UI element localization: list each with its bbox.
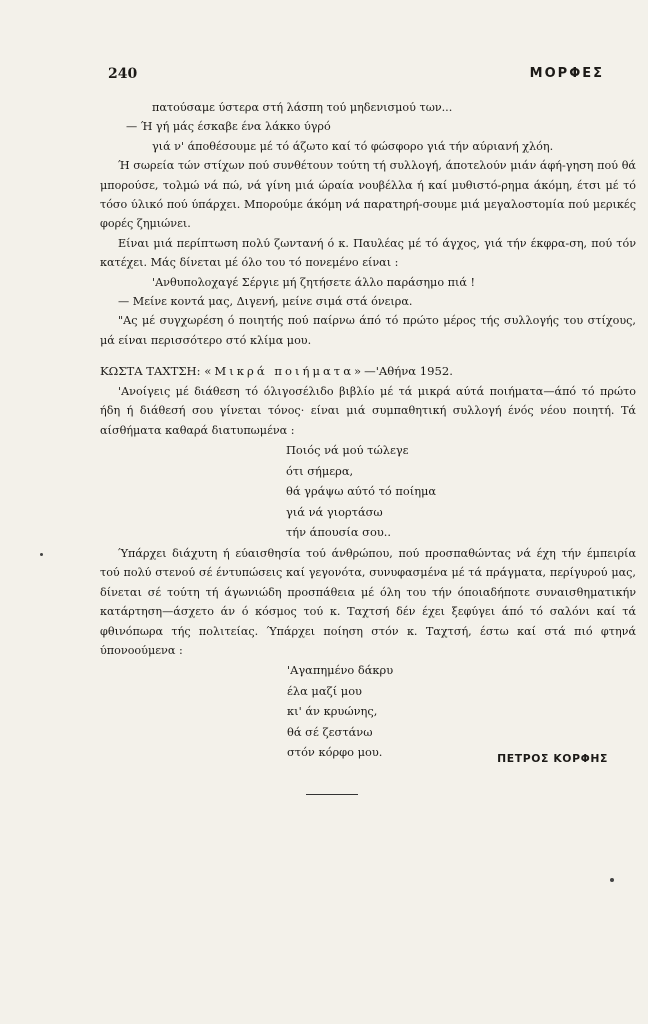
poem-line: θά σέ ζεστάνω [287, 724, 373, 739]
paragraph: Ή σωρεία τών στίχων πού συνθέτουν τούτη τή συλλογή, άποτελούν μιάν άφή-γηση πού θά μπορούσε, τολμώ νά πώ, νά γίνη μιά ώραία νουβέλλα ή καί μυθιστό-ρημα άκόμη, έτσι μέ τό τόσο ύλικό πού ύπάρχει. Μπορούμε άκόμη νά παρατηρή-σουμε μιά μεγαλοστομία πού μερικές φορές ζημιώνει. [100, 159, 636, 231]
poem-line: Ποιός νά μού τώλεγε [286, 442, 409, 457]
poem-line: τήν άπουσία σου.. [286, 525, 391, 540]
poem-line: κι' άν κρυώνης, [287, 704, 378, 719]
poem-line: θά γράψω αύτό τό ποίημα [286, 484, 437, 499]
quoted-line: 'Ανθυπολοχαγέ Σέργιε μή ζητήσετε άλλο παράσημο πιά ! [152, 275, 475, 289]
page-header [108, 66, 604, 84]
poem-line: γιά ν' άποθέσουμε μέ τό άζωτο καί τό φώσφορο γιά τήν αύριανή χλόη. [152, 139, 554, 153]
review-signature: ΠΕΤΡΟΣ ΚΟΡΦΗΣ [497, 752, 608, 766]
poem-excerpt [100, 441, 636, 543]
poem-line: γιά νά γιορτάσω [286, 504, 383, 519]
poem-line: στόν κόρφο μου. [287, 744, 383, 759]
poem-line: — Ή γή μάς έσκαβε ένα λάκκο ύγρό [126, 120, 331, 134]
paragraph: Είναι μιά περίπτωση πολύ ζωντανή ό κ. Παυλέας μέ τό άγχος, γιά τήν έκφρα-ση, πού τόν κατέχει. Μάς δίνεται μέ όλο του τό πονεμένο είναι : [100, 236, 636, 270]
review-heading [100, 362, 636, 381]
page-number: 240 [108, 66, 138, 82]
poem-line: 'Αγαπημένο δάκρυ [287, 663, 394, 678]
section-divider [306, 794, 358, 795]
poem-line: πατούσαμε ύστερα στή λάσπη τού μηδενισμού των... [152, 101, 453, 114]
paper-speck [610, 878, 614, 882]
paragraph: Ύπάρχει διάχυτη ή εύαισθησία τού άνθρώπου, πού προσπαθώντας νά έχη τήν έμπειρία τού πολύ στενού σέ έντυπώσεις καί γεγονότα, συνυφασμένα μέ τά πράγματα, περίγυρού μας, δίνεται σέ τούτη τή άγωνιώδη προσπάθεια μέ όλη του τήν όποιαδήποτε συναισθηματικήν κατάρτηση—άσχετο άν ό κόσμος τού κ. Ταχτσή δέν έχει ξεφύγει άπό τό σαλόνι καί τά φθινόπωρα τής πολιτείας. Ύπάρχει ποίηση στόν κ. Ταχτσή, έστω καί στά πιό φτηνά ύπονοούμενα : [100, 546, 636, 657]
poem-excerpt [100, 661, 636, 762]
poem-line: έλα μαζί μου [287, 683, 362, 698]
paragraph: "Ας μέ συγχωρέση ό ποιητής πού παίρνω άπό τό πρώτο μέρος τής συλλογής του στίχους, μά είναι περισσότερο στό κλίμα μου. [100, 314, 636, 347]
paragraph: 'Ανοίγεις μέ διάθεση τό όλιγοσέλιδο βιβλίο μέ τά μικρά αύτά ποιήματα—άπό τό πρώτο ήδη ή διάθεσή σου γίνεται τόνος· είναι μιά συμπαθητική συλλογή ένός νέου ποιητή. Τά αίσθήματα καθαρά διατυπωμένα : [100, 384, 636, 437]
journal-title: ΜΟΡΦΕΣ [529, 66, 604, 81]
quoted-line: — Μείνε κοντά μας, Διγενή, μείνε σιμά στά όνειρα. [118, 295, 413, 309]
review-author: ΚΩΣΤΑ ΤΑΧΤΣΗ: [100, 364, 201, 379]
paper-speck [40, 553, 43, 556]
page-body [100, 98, 636, 769]
poem-line: ότι σήμερα, [286, 463, 354, 478]
review-book-title: «Μικρά ποιήματα» [204, 364, 365, 379]
review-place-year: —'Αθήνα 1952. [364, 364, 453, 379]
